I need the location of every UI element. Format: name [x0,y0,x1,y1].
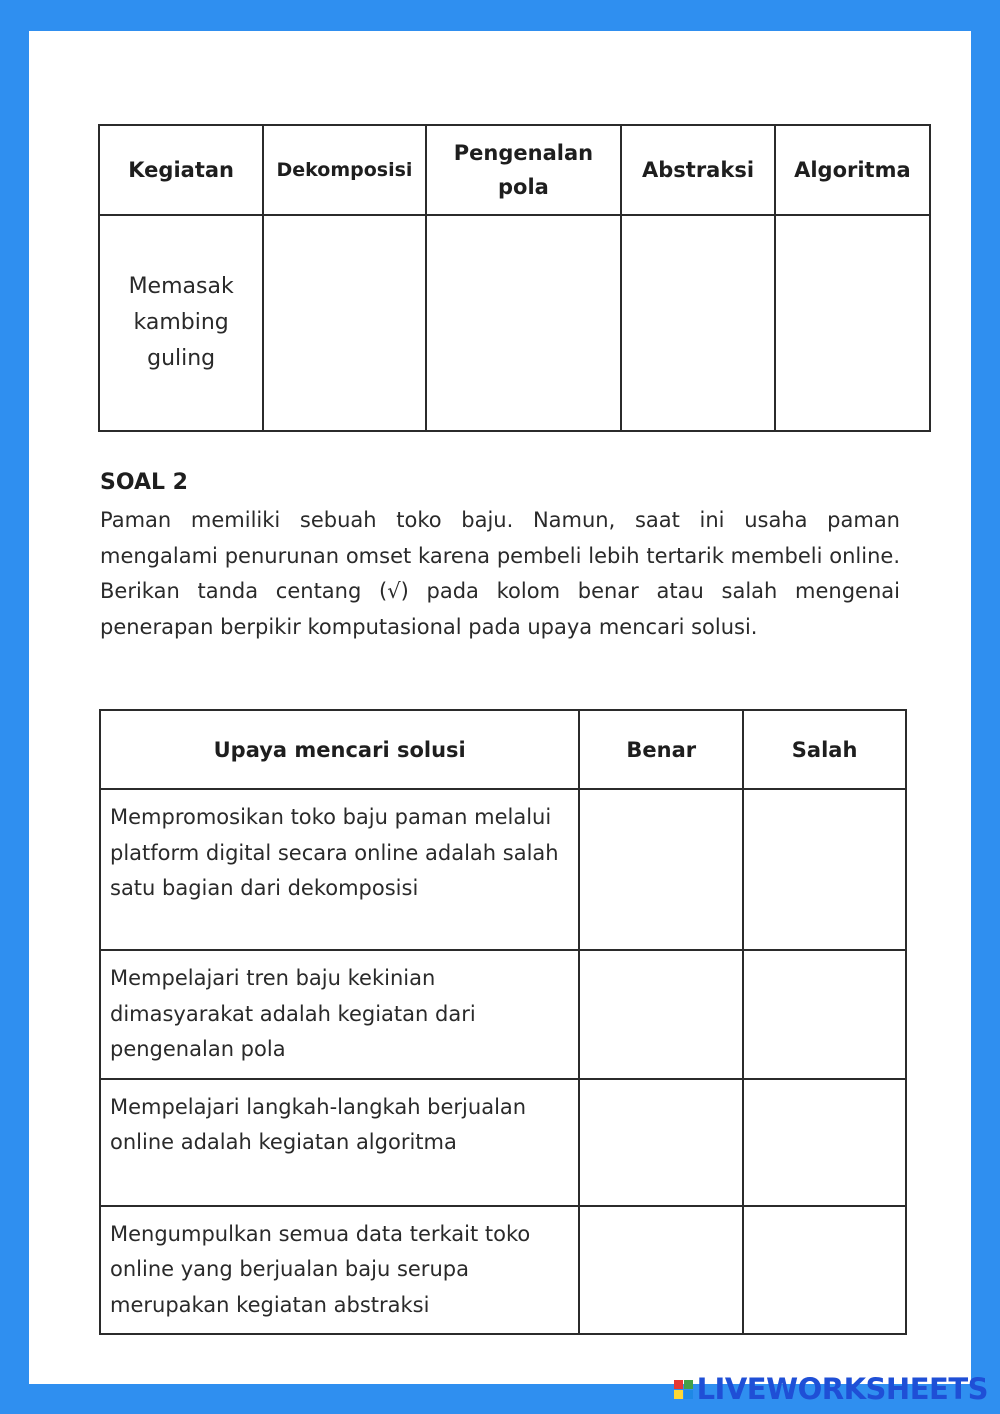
header-algoritma: Algoritma [775,125,930,215]
salah-cell[interactable] [743,1206,906,1335]
statement-row [100,1079,906,1206]
statement-text: Mempelajari langkah-langkah berjualan online adalah kegiatan algoritma [100,1079,579,1206]
question-text: Paman memiliki sebuah toko baju. Namun, saat ini usaha paman mengalami penurunan omset karena pembeli lebih tertarik membeli online. Berikan tanda centang (√) pada kolom benar atau salah mengenai penerapan berpikir komputasional pada upaya mencari solusi. [100,508,900,639]
answer-cell-algoritma[interactable] [775,215,930,431]
statement-row [100,950,906,1079]
statement-row [100,789,906,950]
statement-row [100,1206,906,1335]
benar-cell[interactable] [579,789,743,950]
liveworksheets-logo-icon [674,1380,693,1399]
activity-row [99,215,930,431]
activity-table-header [99,125,930,215]
header-benar: Benar [579,710,743,789]
salah-cell[interactable] [743,1079,906,1206]
header-abstraksi: Abstraksi [621,125,775,215]
benar-cell[interactable] [579,1079,743,1206]
statement-text: Mempelajari tren baju kekinian dimasyarakat adalah kegiatan dari pengenalan pola [100,950,579,1079]
answer-cell-pengenalan-pola[interactable] [426,215,622,431]
salah-cell[interactable] [743,950,906,1079]
watermark-text: LIVEWORKSHEETS [696,1372,988,1406]
answer-cell-abstraksi[interactable] [621,215,775,431]
true-false-header [100,710,906,789]
statement-text: Mengumpulkan semua data terkait toko online yang berjualan baju serupa merupakan kegiatan abstraksi [100,1206,579,1335]
question-title: SOAL 2 [100,470,188,495]
header-pengenalan-pola: Pengenalan pola [426,125,622,215]
salah-cell[interactable] [743,789,906,950]
benar-cell[interactable] [579,950,743,1079]
answer-cell-dekomposisi[interactable] [263,215,425,431]
header-dekomposisi: Dekomposisi [263,125,425,215]
benar-cell[interactable] [579,1206,743,1335]
activity-table [98,124,931,432]
header-salah: Salah [743,710,906,789]
true-false-table [99,709,907,1335]
header-upaya: Upaya mencari solusi [100,710,579,789]
activity-name: Memasak kambing guling [99,215,263,431]
header-kegiatan: Kegiatan [99,125,263,215]
worksheet-page [29,31,971,1384]
liveworksheets-watermark[interactable] [674,1372,988,1406]
statement-text: Mempromosikan toko baju paman melalui platform digital secara online adalah salah satu bagian dari dekomposisi [100,789,579,950]
